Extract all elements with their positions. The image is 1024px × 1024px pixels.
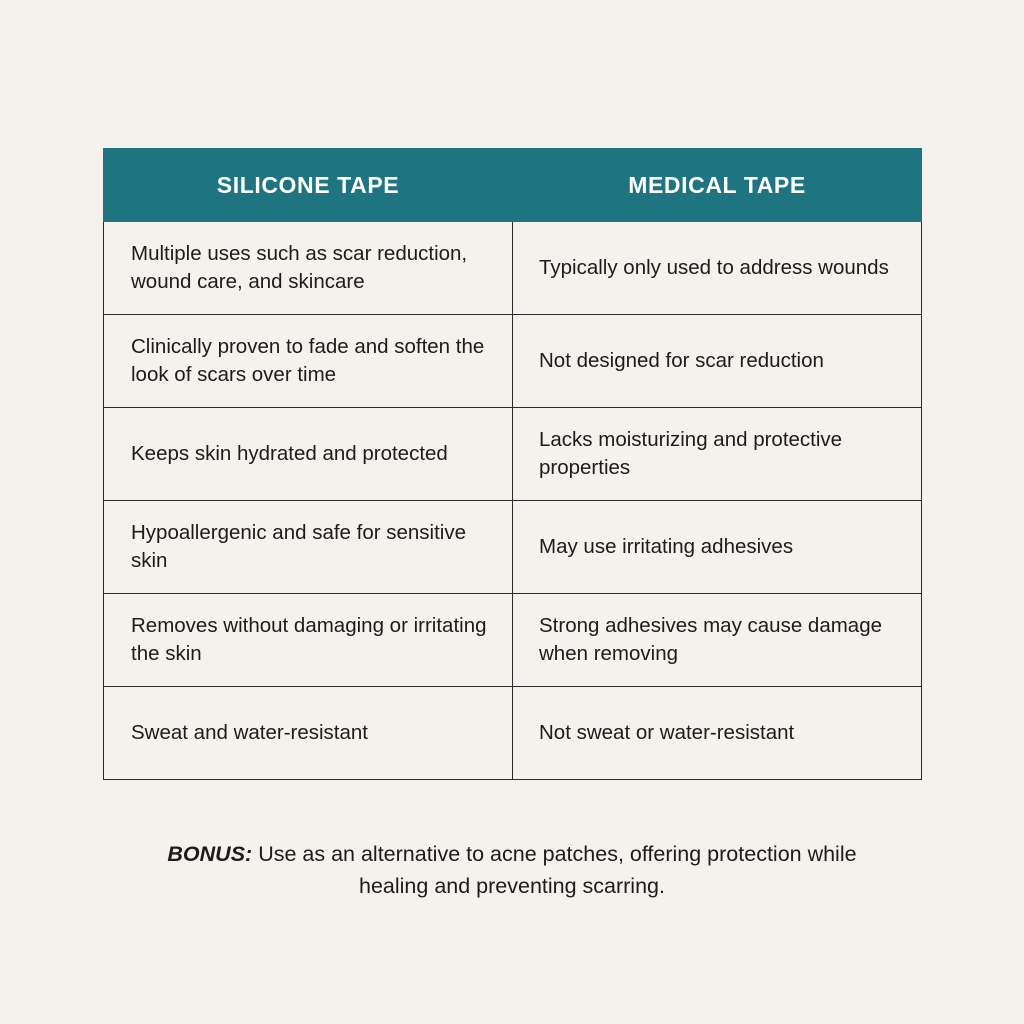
cell-medical-5: Strong adhesives may cause damage when removing <box>513 594 922 687</box>
cell-medical-1: Typically only used to address wounds <box>513 222 922 315</box>
bonus-note <box>0 838 1024 903</box>
cell-silicone-1: Multiple uses such as scar reduction, wound care, and skincare <box>104 222 513 315</box>
table-row <box>104 687 922 780</box>
bonus-label: BONUS: <box>167 842 253 866</box>
table-header-row <box>104 149 922 222</box>
cell-medical-6: Not sweat or water-resistant <box>513 687 922 780</box>
column-header-medical-tape: MEDICAL TAPE <box>513 149 922 222</box>
table-row <box>104 594 922 687</box>
cell-silicone-5: Removes without damaging or irritating the skin <box>104 594 513 687</box>
column-header-silicone-tape: SILICONE TAPE <box>104 149 513 222</box>
comparison-table <box>103 148 922 780</box>
bonus-text: Use as an alternative to acne patches, offering protection while healing and preventing scarring. <box>252 842 857 899</box>
table-row <box>104 222 922 315</box>
cell-silicone-3: Keeps skin hydrated and protected <box>104 408 513 501</box>
comparison-table-container <box>103 148 921 780</box>
cell-medical-2: Not designed for scar reduction <box>513 315 922 408</box>
table-row <box>104 315 922 408</box>
cell-silicone-4: Hypoallergenic and safe for sensitive skin <box>104 501 513 594</box>
cell-silicone-6: Sweat and water-resistant <box>104 687 513 780</box>
table-row <box>104 501 922 594</box>
table-body <box>104 222 922 780</box>
table-header <box>104 149 922 222</box>
cell-medical-3: Lacks moisturizing and protective properties <box>513 408 922 501</box>
table-row <box>104 408 922 501</box>
cell-medical-4: May use irritating adhesives <box>513 501 922 594</box>
cell-silicone-2: Clinically proven to fade and soften the look of scars over time <box>104 315 513 408</box>
